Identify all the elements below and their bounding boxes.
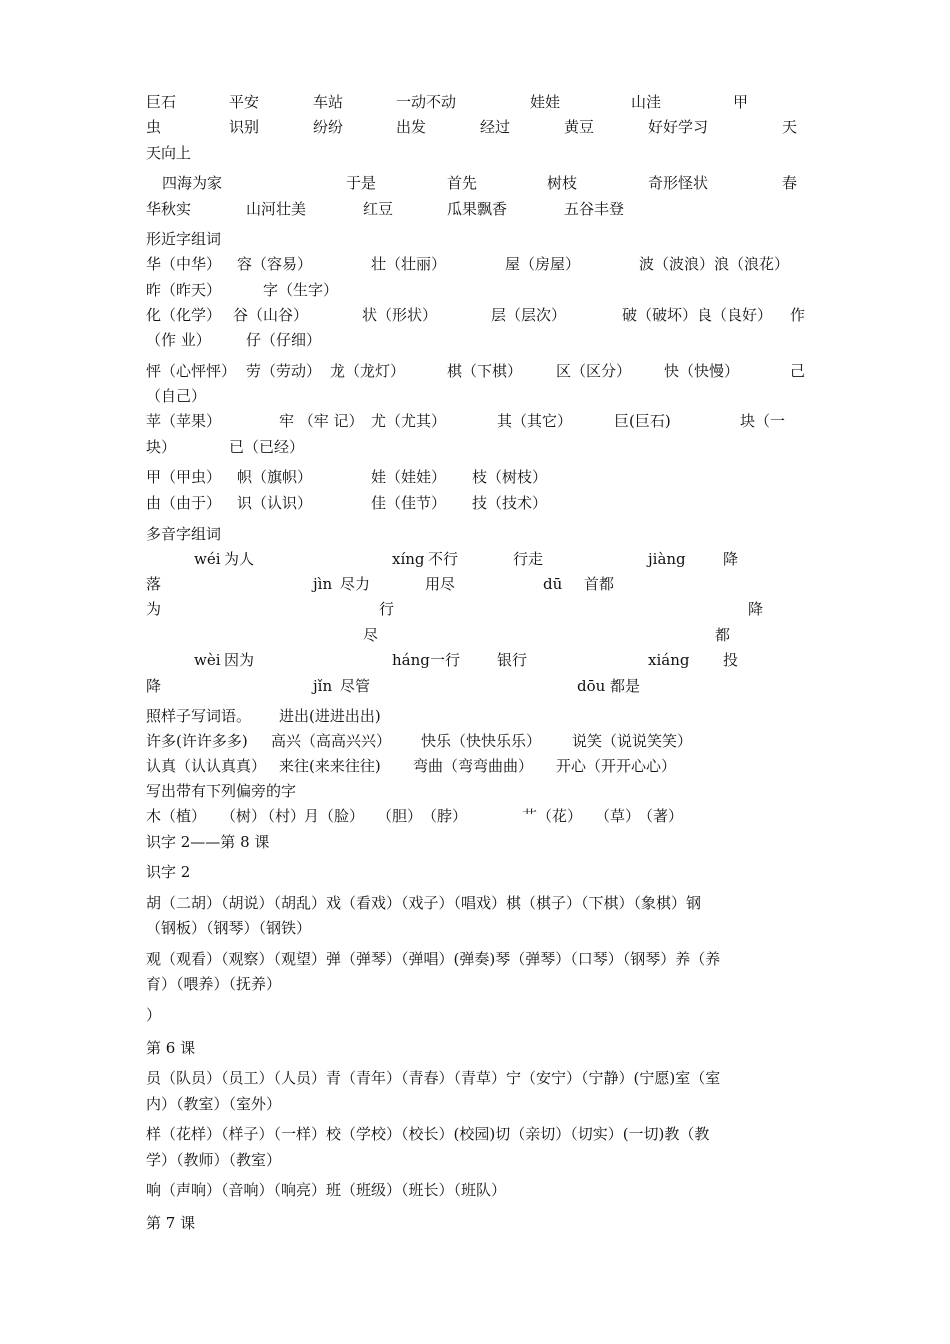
word: 块（一: [740, 412, 786, 430]
word: （草）: [595, 807, 641, 825]
section-heading: 写出带有下列偏旁的字: [146, 782, 297, 800]
word: 于是: [346, 174, 377, 192]
word: 尽力: [340, 575, 371, 593]
word: 黄豆: [564, 118, 595, 136]
word: 弯曲（弯弯曲曲）: [413, 757, 534, 775]
word: 由（由于）: [146, 494, 222, 512]
word: 瓜果飘香: [447, 200, 508, 218]
word: 作: [790, 306, 806, 324]
word-line: 观（观看）（观察）（观望）弹（弹琴）（弹唱）(弹奏)琴（弹琴）（口琴）（钢琴）养（养: [146, 950, 721, 968]
word: 银行: [497, 651, 528, 669]
word: 说笑（说说笑笑）: [572, 732, 693, 750]
word: 甲（甲虫）: [146, 468, 222, 486]
word: 艹（花）: [522, 807, 583, 825]
word: 娃娃: [530, 93, 561, 111]
word: 仔（仔细）: [246, 331, 322, 349]
pinyin: xíng: [392, 550, 425, 568]
word: （树）: [221, 807, 267, 825]
word: 识别: [229, 118, 260, 136]
word: 都是: [610, 677, 641, 695]
section-heading: 照样子写词语。: [146, 707, 252, 725]
word: 华秋实: [146, 200, 192, 218]
word-line: 样（花样）（样子）（一样）校（学校）（校长）(校园)切（亲切）（切实）(一切)教（教: [146, 1125, 710, 1143]
word: 五谷丰登: [564, 200, 625, 218]
word: 尽: [363, 626, 379, 644]
pinyin: jǐn: [313, 677, 333, 695]
word: 快（快慢）: [664, 362, 740, 380]
word: 投: [723, 651, 739, 669]
word: 牢 （牢 记）: [279, 412, 364, 430]
word: 高兴（高高兴兴）: [271, 732, 392, 750]
word: 落: [146, 575, 162, 593]
word-line: 内）（教室）（室外）: [146, 1095, 282, 1113]
word: 层（层次）: [491, 306, 567, 324]
stray-paren: ）: [146, 1006, 162, 1024]
word: 技（技术）: [472, 494, 548, 512]
word: 华（中华）: [146, 255, 222, 273]
section-heading: 多音字组词: [146, 525, 222, 543]
word: 红豆: [363, 200, 394, 218]
word: （自己）: [146, 387, 207, 405]
word: 山洼: [631, 93, 662, 111]
word: 行: [379, 600, 395, 618]
word: 龙（龙灯）: [330, 362, 406, 380]
pinyin: háng: [392, 651, 430, 669]
word: 识（认识）: [237, 494, 313, 512]
pinyin: jìn: [313, 575, 333, 593]
word: 尤（尤其）: [371, 412, 447, 430]
word: 巨石: [146, 93, 177, 111]
word: 车站: [313, 93, 344, 111]
word: 出发: [396, 118, 427, 136]
word: 月（脸）: [304, 807, 365, 825]
word: 破（破坏）良（良好）: [622, 306, 773, 324]
word-line: 响（声响）（音响）（响亮）班（班级）（班长）（班队）: [146, 1181, 507, 1199]
word: 都: [715, 626, 731, 644]
pinyin: jiàng: [648, 550, 686, 568]
word-line: 学）（教师）（教室）: [146, 1151, 282, 1169]
word: 棋（下棋）: [447, 362, 523, 380]
lesson-heading: 第 7 课: [146, 1214, 196, 1232]
word: 许多(许许多多): [146, 732, 248, 750]
word: 化（化学）: [146, 306, 222, 324]
word: 春: [782, 174, 798, 192]
word: 行走: [513, 550, 544, 568]
pinyin: xiáng: [648, 651, 690, 669]
word: 山河壮美: [246, 200, 307, 218]
word: 首先: [447, 174, 478, 192]
word: 为: [146, 600, 162, 618]
word: 一行: [430, 651, 461, 669]
word: （著）: [638, 807, 684, 825]
pinyin: dū: [543, 575, 563, 593]
word: 降: [748, 600, 764, 618]
word: 经过: [480, 118, 511, 136]
word: 区（区分）: [556, 362, 632, 380]
word: 木（植）: [146, 807, 207, 825]
word: 巨(巨石): [614, 412, 671, 430]
word: 因为: [224, 651, 255, 669]
word: 纷纷: [313, 118, 344, 136]
word-line: 员（队员）（员工）（人员）青（青年）（青春）（青草）宁（安宁）（宁静）(宁愿)室（室: [146, 1069, 721, 1087]
word: 降: [146, 677, 162, 695]
word: 波（波浪）浪（浪花）: [639, 255, 790, 273]
lesson-heading: 识字 2——第 8 课: [146, 833, 270, 851]
word: 怦（心怦怦）: [146, 362, 237, 380]
word: 进出(进进出出): [279, 707, 381, 725]
word: 开心（开开心心）: [556, 757, 677, 775]
word: 尽管: [340, 677, 371, 695]
lesson-heading: 第 6 课: [146, 1039, 196, 1057]
word: 谷（山谷）: [233, 306, 309, 324]
word-line: 育）（喂养）（抚养）: [146, 975, 282, 993]
word: 已（已经）: [229, 438, 305, 456]
word: 不行: [428, 550, 459, 568]
lesson-heading: 识字 2: [146, 863, 191, 881]
word: 其（其它）: [497, 412, 573, 430]
word: 四海为家: [162, 174, 223, 192]
word: 快乐（快快乐乐）: [421, 732, 542, 750]
word: 苹（苹果）: [146, 412, 222, 430]
pinyin: wèi: [194, 651, 221, 669]
word: 屋（房屋）: [505, 255, 581, 273]
word: 字（生字）: [263, 281, 339, 299]
word: 虫: [146, 118, 162, 136]
word: 帜（旗帜）: [237, 468, 313, 486]
word: 容（容易）: [237, 255, 313, 273]
word: 降: [723, 550, 739, 568]
pinyin: wéi: [194, 550, 221, 568]
word-line: （钢板）（钢琴）（钢铁）: [146, 919, 312, 937]
word: 己: [790, 362, 806, 380]
word: 一动不动: [396, 93, 457, 111]
word: 奇形怪状: [648, 174, 709, 192]
word: 娃（娃娃）: [371, 468, 447, 486]
word: 壮（壮丽）: [371, 255, 447, 273]
pinyin: dōu: [577, 677, 606, 695]
word: 天向上: [146, 144, 192, 162]
word: 首都: [584, 575, 615, 593]
word: （村）: [260, 807, 306, 825]
word-line: 胡（二胡）（胡说）（胡乱）戏（看戏）（戏子）（唱戏）棋（棋子）（下棋）（象棋）钢: [146, 894, 702, 912]
word: 枝（树枝）: [472, 468, 548, 486]
section-heading: 形近字组词: [146, 230, 222, 248]
word: 为人: [224, 550, 255, 568]
word: （脖）: [422, 807, 468, 825]
word: （作 业）: [146, 331, 211, 349]
word: 树枝: [547, 174, 578, 192]
word: 劳（劳动）: [246, 362, 322, 380]
word: 好好学习: [648, 118, 709, 136]
word: 来往(来来往往): [279, 757, 381, 775]
word: 昨（昨天）: [146, 281, 222, 299]
word: 认真（认认真真）: [146, 757, 267, 775]
word: 用尽: [425, 575, 456, 593]
word: 块）: [146, 438, 177, 456]
word: 状（形状）: [362, 306, 438, 324]
word: 天: [782, 118, 798, 136]
word: 平安: [229, 93, 260, 111]
word: 佳（佳节）: [371, 494, 447, 512]
word: （胆）: [377, 807, 423, 825]
word: 甲: [733, 93, 749, 111]
